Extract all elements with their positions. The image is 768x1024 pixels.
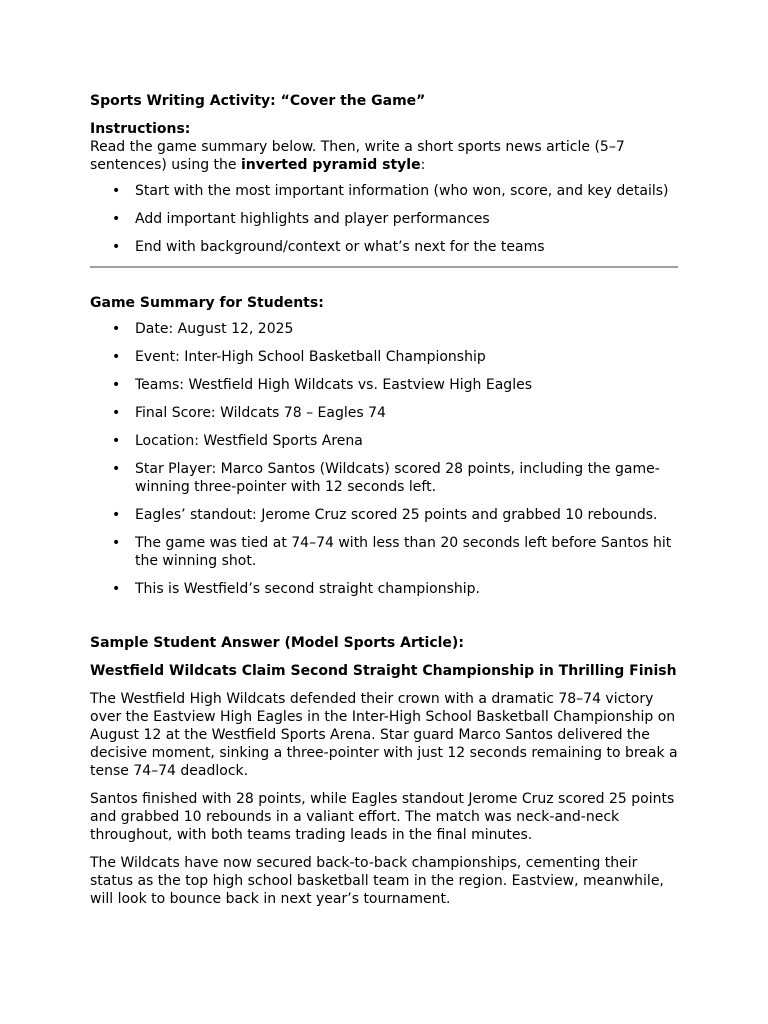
section-divider xyxy=(90,266,678,268)
instructions-text-start: Read the game summary below. Then, write a short sports news article (5–7 sentences) using the xyxy=(90,139,625,173)
article-paragraph: The Wildcats have now secured back-to-back championships, cementing their status as the top high school basketball team in the region. Eastview, meanwhile, will look to bounce back in next year’s tournament. xyxy=(90,855,664,907)
list-item: • Final Score: Wildcats 78 – Eagles 74 xyxy=(90,404,678,422)
sample-answer-heading: Sample Student Answer (Model Sports Article): xyxy=(90,635,464,651)
list-item: • Eagles’ standout: Jerome Cruz scored 25 points and grabbed 10 rebounds. xyxy=(90,506,678,524)
article-headline: Westfield Wildcats Claim Second Straight Championship in Thrilling Finish xyxy=(90,663,677,679)
list-item: • The game was tied at 74–74 with less than 20 seconds left before Santos hit the winning shot. xyxy=(90,534,678,570)
list-item: • Star Player: Marco Santos (Wildcats) scored 28 points, including the game-winning three-pointer with 12 seconds left. xyxy=(90,460,678,496)
list-item: • Event: Inter-High School Basketball Championship xyxy=(90,348,678,366)
instructions-section xyxy=(90,120,678,256)
document-body xyxy=(90,90,678,908)
list-item: • This is Westfield’s second straight championship. xyxy=(90,580,678,598)
list-item: • Add important highlights and player performances xyxy=(90,210,678,228)
instructions-emphasis: inverted pyramid style xyxy=(240,157,421,173)
game-summary-section xyxy=(90,294,678,598)
list-item: • Location: Westfield Sports Arena xyxy=(90,432,678,450)
activity-title: Sports Writing Activity: “Cover the Game” xyxy=(90,93,426,109)
list-item: • Teams: Westfield High Wildcats vs. Eastview High Eagles xyxy=(90,376,678,394)
list-item: • Start with the most important information (who won, score, and key details) xyxy=(90,182,678,200)
instructions-heading: Instructions: xyxy=(90,121,191,137)
article-paragraph: Santos finished with 28 points, while Eagles standout Jerome Cruz scored 25 points and grabbed 10 rebounds in a valiant effort. The match was neck-and-neck throughout, with both teams trading leads in the final minutes. xyxy=(90,791,675,843)
list-item: • Date: August 12, 2025 xyxy=(90,320,678,338)
instructions-list xyxy=(90,182,678,256)
game-summary-list xyxy=(90,320,678,598)
instructions-text-end: : xyxy=(420,157,426,173)
list-item: • End with background/context or what’s next for the teams xyxy=(90,238,678,256)
game-summary-heading: Game Summary for Students: xyxy=(90,295,324,311)
article-paragraph: The Westfield High Wildcats defended their crown with a dramatic 78–74 victory over the Eastview High Eagles in the Inter-High School Basketball Championship on August 12 at the Westfield Sports Arena. Star guard Marco Santos delivered the decisive moment, sinking a three-pointer with just 12 seconds remaining to break a tense 74–74 deadlock. xyxy=(90,691,678,779)
instructions-text xyxy=(90,138,678,174)
sample-answer-section xyxy=(90,634,678,908)
